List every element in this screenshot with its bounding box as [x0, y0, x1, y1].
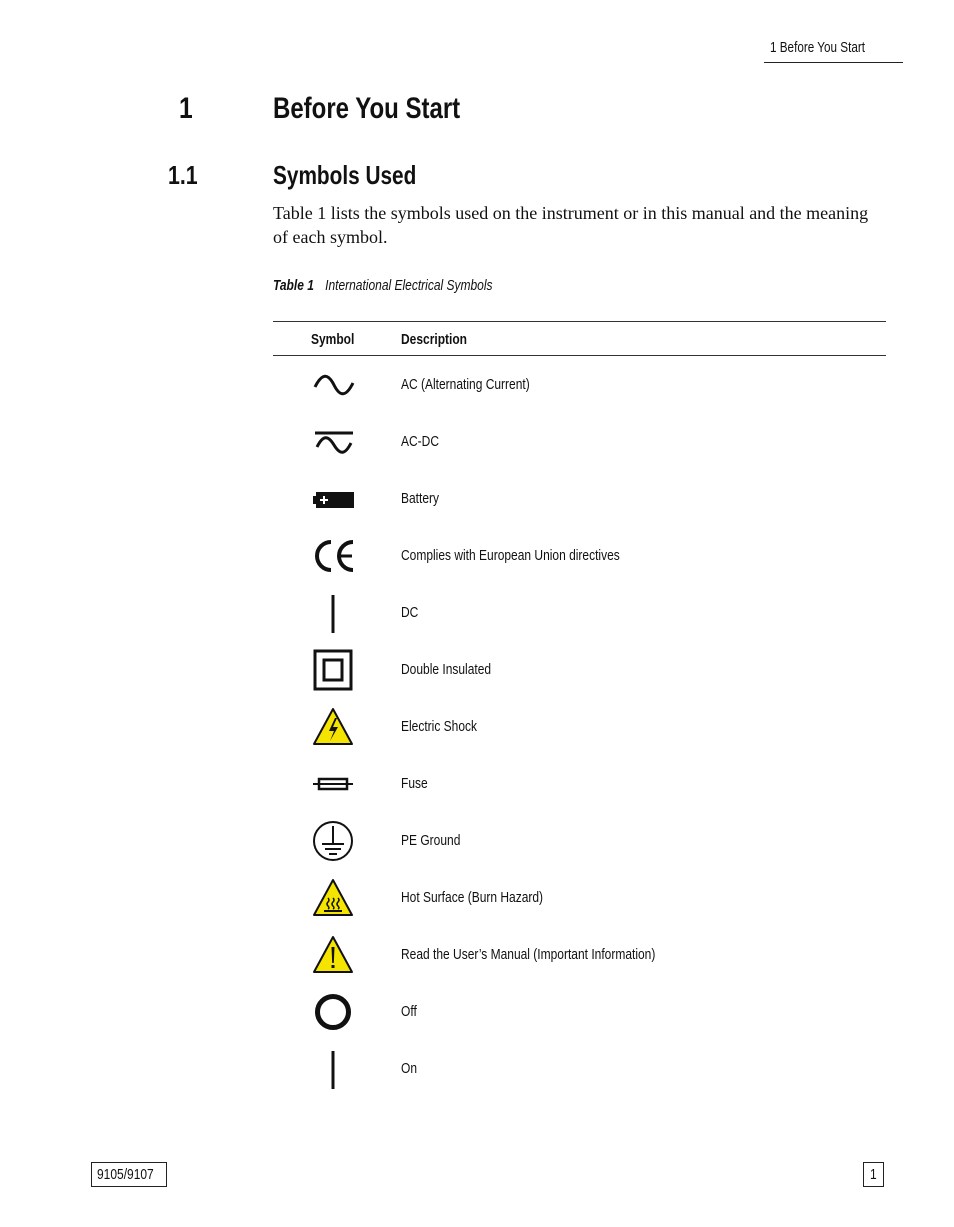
table-row: [273, 527, 886, 584]
footer-model: [91, 1162, 167, 1187]
intro-paragraph: Table 1 lists the symbols used on the instrument or in this manual and the meaning of each symbol.: [273, 203, 869, 247]
table-row: [273, 755, 886, 812]
table-row: [273, 470, 886, 527]
table-row: [273, 698, 886, 755]
table-row: [273, 812, 886, 869]
table-row: [273, 1040, 886, 1097]
section-number: 1.1: [168, 160, 198, 190]
footer-model-text: 9105/9107: [97, 1166, 154, 1183]
on-icon: [313, 1047, 355, 1091]
table-row: [273, 926, 886, 983]
header-symbol: Symbol: [311, 331, 355, 348]
pe-ground-icon: [313, 819, 355, 863]
table-row: [273, 869, 886, 926]
off-icon: [313, 990, 355, 1034]
table-caption-label: Table 1: [273, 277, 314, 294]
row-description: Off: [401, 1003, 417, 1020]
table-row: [273, 413, 886, 470]
table-header: [273, 321, 886, 356]
chapter-title: Before You Start: [273, 92, 461, 125]
row-description: Read the User’s Manual (Important Information): [401, 946, 656, 963]
ac-dc-icon: [313, 420, 355, 464]
table-row: [273, 983, 886, 1040]
header-description: Description: [401, 331, 468, 348]
row-description: Battery: [401, 490, 440, 507]
warning-icon: [313, 933, 355, 977]
row-description: PE Ground: [401, 832, 461, 849]
table-row: [273, 584, 886, 641]
row-description: Double Insulated: [401, 661, 492, 678]
section-title: Symbols Used: [273, 160, 417, 190]
row-description: Hot Surface (Burn Hazard): [401, 889, 544, 906]
row-description: Electric Shock: [401, 718, 478, 735]
table-caption-text: International Electrical Symbols: [325, 277, 493, 294]
chapter-number: 1: [179, 92, 193, 125]
ce-mark-icon: [313, 534, 355, 578]
table-row: [273, 356, 886, 413]
table-row: [273, 641, 886, 698]
ac-icon: [313, 363, 355, 407]
hot-surface-icon: [313, 876, 355, 920]
row-description: Complies with European Union directives: [401, 547, 620, 564]
row-description: On: [401, 1060, 418, 1077]
row-description: Fuse: [401, 775, 428, 792]
electric-shock-icon: [313, 705, 355, 749]
footer-page-number: [863, 1162, 884, 1187]
table-caption: [273, 277, 493, 294]
row-description: DC: [401, 604, 419, 621]
fuse-icon: [313, 762, 355, 806]
dc-icon: [313, 591, 355, 635]
battery-icon: [313, 477, 355, 521]
footer-page-text: 1: [870, 1166, 877, 1183]
symbols-table: [273, 321, 886, 1097]
row-description: AC-DC: [401, 433, 439, 450]
double-insulated-icon: [313, 648, 355, 692]
row-description: AC (Alternating Current): [401, 376, 530, 393]
running-header: [764, 38, 903, 63]
running-header-text: 1 Before You Start: [770, 39, 865, 56]
